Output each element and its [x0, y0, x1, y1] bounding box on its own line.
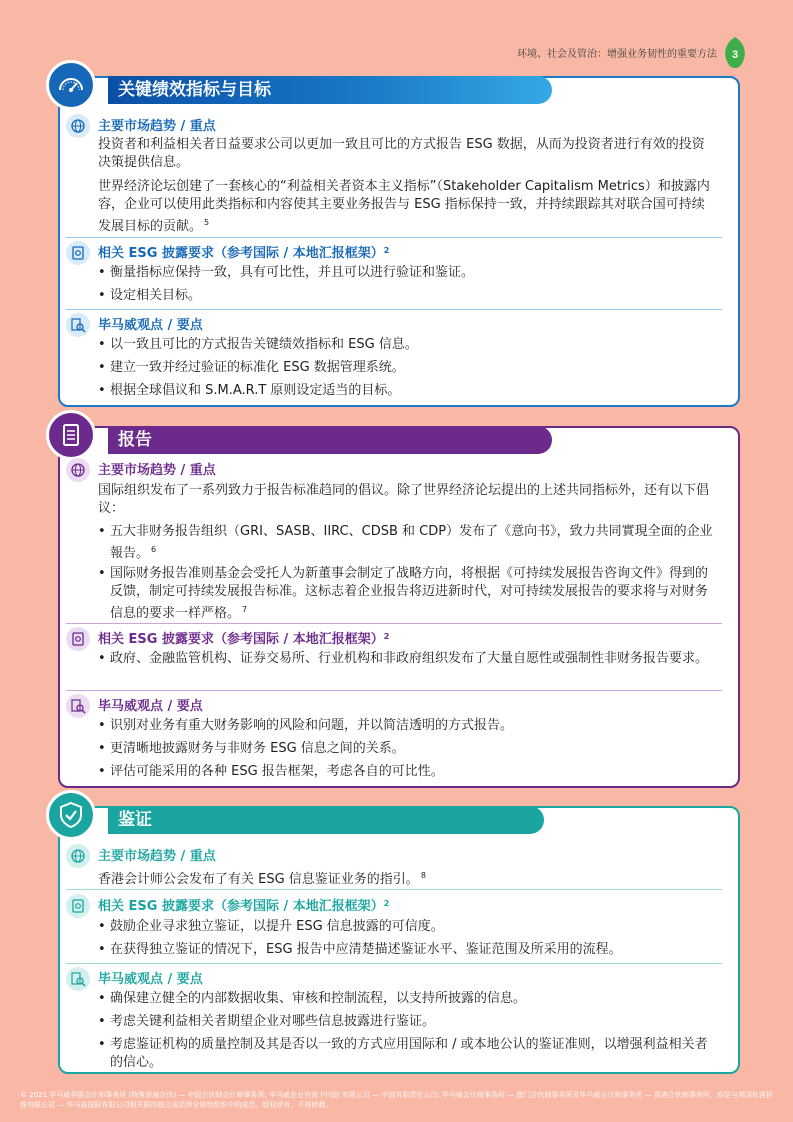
magnifier-document-icon	[66, 313, 90, 337]
disclosure-heading: 相关 ESG 披露要求（参考国际 / 本地汇报框架）$^2$	[98, 246, 390, 261]
list-item: • 在获得独立鉴证的情况下，ESG 报告中应清楚描述鉴证水平、鉴证范围及所采用的流程。	[98, 941, 718, 959]
list-item: • 建立一致并经过验证的标准化 ESG 数据管理系统。	[98, 359, 718, 377]
divider	[66, 623, 722, 624]
trend-paragraph: 投资者和利益相关者日益要求公司以更加一致且可比的方式报告 ESG 数据，从而为投资者进行有效的投资决策提供信息。	[98, 137, 705, 170]
divider	[66, 690, 722, 691]
market-trend-heading: 主要市场趋势 / 重点	[98, 463, 216, 478]
disclosure-heading: 相关 ESG 披露要求（参考国际 / 本地汇报框架）$^2$	[98, 632, 390, 647]
trend-paragraph: 香港会计师公会发布了有关 ESG 信息鉴证业务的指引。 $^8$	[98, 871, 426, 887]
magnifier-document-icon	[66, 967, 90, 991]
list-item: • 五大非财务报告组织（GRI、SASB、IIRC、CDSB 和 CDP）发布了《意向书》，致力共同實現全面的企业報告。 $^6$	[98, 523, 718, 563]
shield-check-icon	[56, 800, 86, 830]
divider	[66, 237, 722, 238]
list-item: • 根据全球倡议和 S.M.A.R.T 原则设定适当的目标。	[98, 382, 718, 400]
disclosure-icon	[66, 894, 90, 918]
globe-icon	[66, 114, 90, 138]
globe-icon	[66, 844, 90, 868]
section-title: 关键绩效指标与目标	[108, 76, 552, 104]
globe-icon	[66, 458, 90, 482]
kpi-targets-card	[58, 76, 740, 407]
divider	[66, 309, 722, 310]
list-item: • 政府、金融监管机构、证券交易所、行业机构和非政府组织发布了大量自愿性或强制性非财务报告要求。	[98, 650, 718, 668]
trend-paragraph: 国际组织发布了一系列致力于报告标准趋同的倡议。除了世界经济论坛提出的上述共同指标外，还有以下倡议：	[98, 483, 710, 516]
list-item: • 确保建立健全的内部数据收集、审核和控制流程，以支持所披露的信息。	[98, 990, 718, 1008]
section-title: 报告	[108, 426, 552, 454]
copyright-footer: © 2021 毕马威华振会计师事务所 (特殊普通合伙) — 中国合伙制会计师事务所; 毕马威企业咨询 (中国) 有限公司 — 中国有限责任公司; 毕马威会计师事务所 — 澳门合伙制事务所及毕马威会计师事务所 — 香港合伙制事务所，均是与英国私营担保有限公司 — 毕马威国际有限公司相关联的独立成员所全球性组织中的成员。版权所有，不得转载。	[20, 1091, 773, 1109]
kpmg-view-heading: 毕马威观点 / 要点	[98, 318, 203, 333]
page-number: 3	[731, 49, 739, 61]
kpmg-view-heading: 毕马威观点 / 要点	[98, 972, 203, 987]
list-item: • 考虑鉴证机构的质量控制及其是否以一致的方式应用国际和 / 或本地公认的鉴证准则，以增强利益相关者的信心。	[98, 1036, 718, 1072]
leaf-icon	[721, 35, 749, 71]
page-header-title: 环境、社会及管治：增强业务韧性的重要方法	[517, 49, 717, 60]
market-trend-heading: 主要市场趋势 / 重点	[98, 119, 216, 134]
list-item: • 国际财务报告准则基金会受托人为新董事会制定了战略方向，将根据《可持续发展报告咨询文件》得到的反馈，制定可持续发展报告标准。这标志着企业报告将迈进新时代，对可持续发展报告的要求将与对财务信息的要求一样严格。 $^7$	[98, 565, 718, 623]
market-trend-heading: 主要市场趋势 / 重点	[98, 849, 216, 864]
list-item: • 考虑关键利益相关者期望企业对哪些信息披露进行鉴证。	[98, 1013, 718, 1031]
report-document-icon	[57, 421, 85, 449]
leaf-page-badge	[721, 35, 749, 71]
list-item: • 识别对业务有重大财务影响的风险和问题，并以简洁透明的方式报告。	[98, 717, 718, 735]
kpmg-view-heading: 毕马威观点 / 要点	[98, 699, 203, 714]
assurance-badge	[46, 790, 96, 840]
divider	[66, 963, 722, 964]
list-item: • 更清晰地披露财务与非财务 ESG 信息之间的关系。	[98, 740, 718, 758]
list-item: • 衡量指标应保持一致，具有可比性，并且可以进行验证和鉴证。	[98, 264, 718, 282]
disclosure-icon	[66, 627, 90, 651]
divider	[66, 889, 722, 890]
reporting-card	[58, 426, 740, 788]
list-item: • 鼓励企业寻求独立鉴证，以提升 ESG 信息披露的可信度。	[98, 918, 718, 936]
assurance-card	[58, 806, 740, 1074]
trend-paragraph: 世界经济论坛创建了一套核心的“利益相关者资本主义指标”（Stakeholder Capitalism Metrics）和披露内容，企业可以使用此类指标和内容使其主要业务报告与 ESG 指标保持一致，并持续跟踪其对联合国可持续发展目标的贡献。 $^5$	[98, 179, 710, 234]
list-item: • 设定相关目标。	[98, 287, 718, 305]
list-item: • 以一致且可比的方式报告关键绩效指标和 ESG 信息。	[98, 336, 718, 354]
gauge-badge	[46, 60, 96, 110]
disclosure-icon	[66, 241, 90, 265]
report-badge	[46, 410, 96, 460]
section-title: 鉴证	[108, 806, 544, 834]
list-item: • 评估可能采用的各种 ESG 报告框架，考虑各自的可比性。	[98, 763, 718, 781]
disclosure-heading: 相关 ESG 披露要求（参考国际 / 本地汇报框架）$^2$	[98, 899, 390, 914]
magnifier-document-icon	[66, 694, 90, 718]
gauge-icon	[56, 70, 86, 100]
